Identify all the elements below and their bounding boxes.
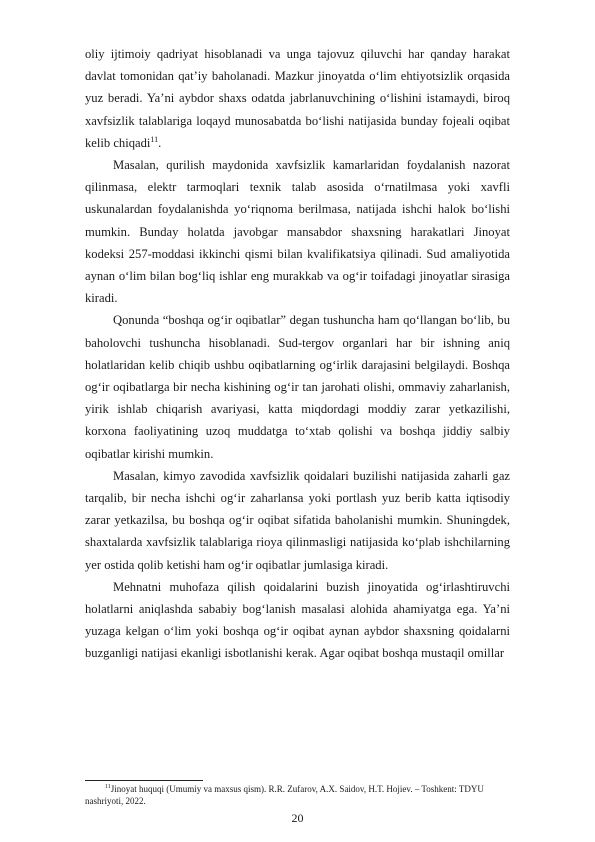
paragraph-text: Masalan, qurilish maydonida xavfsizlik kamarlaridan foydalanish nazorat qilinmasa, elektr tarmoqlari texnik talab asosida o‘rnatilmasa yoki xavfli uskunalardan foydalanishda yo‘riqnoma berilmasa, natijada ishchi halok bo‘lishi mumkin. Bunday holatda javobgar mansabdor shaxsning harakatlari Jinoyat kodeksi 257-moddasi ikkinchi qismi bilan kvalifikatsiya qilinadi. Sud amaliyotida aynan o‘lim bilan bog‘liq ishlar eng murakkab va og‘ir toifadagi jinoyatlar sirasiga kiradi. [85, 158, 510, 306]
footnote-reference[interactable]: 11 [150, 134, 159, 144]
body-text [85, 43, 510, 665]
footnote-text: Jinoyat huquqi (Umumiy va maxsus qism). R.R. Zufarov, A.X. Saidov, H.T. Hojiev. – Toshkent: TDYU nashriyoti, 2022. [85, 784, 484, 806]
paragraph-4 [85, 465, 510, 576]
footnote-number: 11 [105, 784, 111, 790]
paragraph-text: Mehnatni muhofaza qilish qoidalarini buzish jinoyatida og‘irlashtiruvchi holatlarni aniqlashda sababiy bog‘lanish masalasi alohida ahamiyatga ega. Ya’ni yuzaga kelgan o‘lim yoki boshqa og‘ir oqibat aynan aybdor shaxsning qoidalarni buzganligi natijasi ekanligi isbotlanishi kerak. Agar oqibat boshqa mustaqil omillar [85, 579, 510, 661]
paragraph-text: Qonunda “boshqa og‘ir oqibatlar” degan tushuncha ham qo‘llangan bo‘lib, bu baholovchi tushuncha hisoblanadi. Sud-tergov organlari har bir ishning aniq holatlaridan kelib chiqib ushbu oqibatlarning og‘irlik darajasini belgilaydi. Boshqa og‘ir oqibatlarga bir necha kishining og‘ir tan jarohati olishi, ommaviy zaharlanish, yirik ishlab chiqarish avariyasi, katta miqdordagi moddiy zarar yetkazilishi, korxona faoliyatining uzoq muddatga to‘xtab qolishi va boshqa jiddiy salbiy oqibatlar kirishi mumkin. [85, 313, 510, 461]
paragraph-text: oliy ijtimoiy qadriyat hisoblanadi va unga tajovuz qiluvchi har qanday harakat davlat tomonidan qat’iy baholanadi. Mazkur jinoyatda o‘lim ehtiyotsizlik orqasida yuz beradi. Ya’ni aybdor shaxs odatda jabrlanuvchining o‘lishini istamaydi, biroq xavfsizlik talablariga loqayd munosabatda bo‘lishi natijasida bunday fojeali oqibat kelib chiqadi [85, 47, 510, 150]
page-number: 20 [291, 811, 304, 825]
paragraph-3 [85, 309, 510, 464]
paragraph-5 [85, 576, 510, 665]
footnote [85, 783, 510, 807]
paragraph-1 [85, 43, 510, 154]
footnote-separator [85, 780, 203, 781]
paragraph-2 [85, 154, 510, 309]
paragraph-tail: . [158, 135, 162, 150]
paragraph-text: Masalan, kimyo zavodida xavfsizlik qoidalari buzilishi natijasida zaharli gaz tarqalib, bir necha ishchi og‘ir zaharlansa yoki portlash yuz berib katta iqtisodiy zarar yetkazilsa, bu boshqa og‘ir oqibat sifatida baholanishi mumkin. Shuningdek, shaxtalarda xavfsizlik talablariga rioya qilinmasligi natijasida ko‘plab ishchilarning yer ostida qolib ketishi ham og‘ir oqibatlar jumlasiga kiradi. [85, 468, 510, 572]
